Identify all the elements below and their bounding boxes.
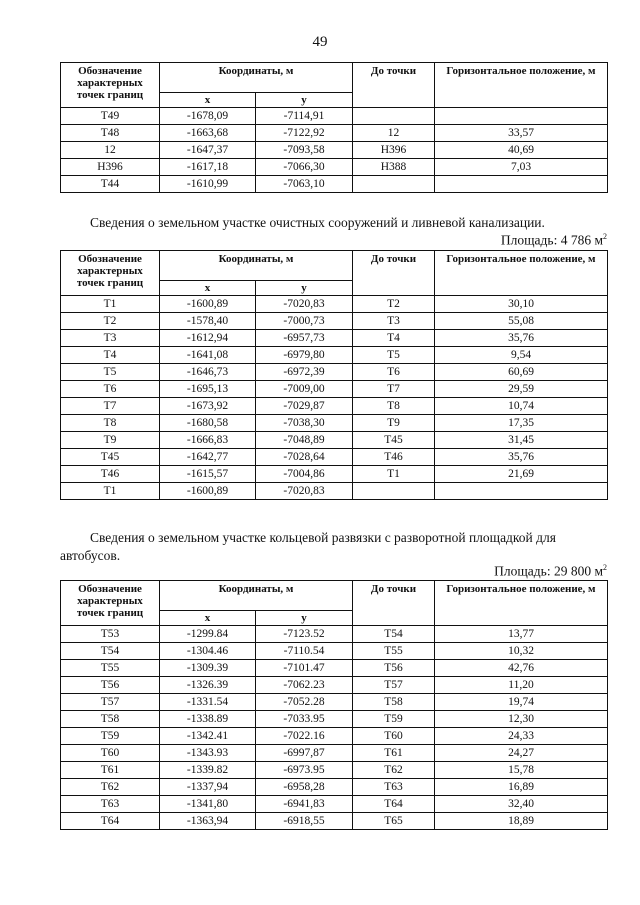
header-coordinates: Координаты, м	[160, 581, 353, 611]
cell-y: -7052.28	[256, 694, 353, 711]
header-y: y	[256, 611, 353, 626]
header-coordinates: Координаты, м	[160, 63, 353, 93]
cell-point: Т57	[61, 694, 160, 711]
cell-point: Т46	[61, 466, 160, 483]
cell-to-point: Н396	[353, 142, 435, 159]
cell-point: Т45	[61, 449, 160, 466]
cell-x: -1612,94	[160, 330, 256, 347]
cell-to-point	[353, 483, 435, 500]
table-row	[61, 466, 608, 483]
cell-point: Т3	[61, 330, 160, 347]
cell-to-point: Т62	[353, 762, 435, 779]
cell-x: -1666,83	[160, 432, 256, 449]
cell-x: -1615,57	[160, 466, 256, 483]
cell-point: Т7	[61, 398, 160, 415]
cell-to-point: Т55	[353, 643, 435, 660]
header-horizontal: Горизонтальное положение, м	[435, 251, 608, 296]
cell-point: Т64	[61, 813, 160, 830]
cell-y: -6918,55	[256, 813, 353, 830]
cell-y: -7000,73	[256, 313, 353, 330]
cell-x: -1363,94	[160, 813, 256, 830]
cell-x: -1617,18	[160, 159, 256, 176]
cell-x: -1331.54	[160, 694, 256, 711]
cell-y: -7093,58	[256, 142, 353, 159]
table-row	[61, 415, 608, 432]
cell-to-point: Т9	[353, 415, 435, 432]
cell-point: Т63	[61, 796, 160, 813]
header-designation: Обозначение характерных точек границ	[61, 63, 160, 108]
cell-distance: 10,74	[435, 398, 608, 415]
table-row	[61, 296, 608, 313]
cell-y: -7066,30	[256, 159, 353, 176]
cell-y: -6957,73	[256, 330, 353, 347]
cell-y: -7009,00	[256, 381, 353, 398]
cell-to-point: Т3	[353, 313, 435, 330]
cell-y: -6997,87	[256, 745, 353, 762]
header-x: x	[160, 281, 256, 296]
cell-to-point: Т58	[353, 694, 435, 711]
cell-distance: 40,69	[435, 142, 608, 159]
cell-y: -7123.52	[256, 626, 353, 643]
header-coordinates: Координаты, м	[160, 251, 353, 281]
cell-to-point: Т60	[353, 728, 435, 745]
cell-to-point: 12	[353, 125, 435, 142]
cell-point: Т1	[61, 483, 160, 500]
cell-point: Т8	[61, 415, 160, 432]
cell-point: Т1	[61, 296, 160, 313]
cell-point: Т4	[61, 347, 160, 364]
cell-y: -7020,83	[256, 296, 353, 313]
cell-point: 12	[61, 142, 160, 159]
cell-y: -7004,86	[256, 466, 353, 483]
cell-point: Т49	[61, 108, 160, 125]
cell-to-point: Т45	[353, 432, 435, 449]
cell-distance: 9,54	[435, 347, 608, 364]
table-row	[61, 347, 608, 364]
table-row	[61, 762, 608, 779]
cell-to-point: Т4	[353, 330, 435, 347]
cell-y: -7122,92	[256, 125, 353, 142]
coordinates-table-3	[60, 580, 608, 830]
table-row	[61, 626, 608, 643]
cell-distance: 29,59	[435, 381, 608, 398]
table-row	[61, 176, 608, 193]
table-row	[61, 813, 608, 830]
cell-y: -6972,39	[256, 364, 353, 381]
cell-x: -1600,89	[160, 296, 256, 313]
table-row	[61, 381, 608, 398]
cell-x: -1642,77	[160, 449, 256, 466]
header-x: x	[160, 611, 256, 626]
cell-point: Т62	[61, 779, 160, 796]
cell-point: Т6	[61, 381, 160, 398]
header-y: y	[256, 93, 353, 108]
coordinates-table-2	[60, 250, 608, 500]
header-to-point: До точки	[353, 63, 435, 108]
header-horizontal: Горизонтальное положение, м	[435, 581, 608, 626]
cell-x: -1338.89	[160, 711, 256, 728]
cell-x: -1578,40	[160, 313, 256, 330]
cell-y: -6941,83	[256, 796, 353, 813]
cell-x: -1337,94	[160, 779, 256, 796]
cell-to-point: Т7	[353, 381, 435, 398]
cell-to-point: Т63	[353, 779, 435, 796]
table-row	[61, 159, 608, 176]
cell-x: -1299.84	[160, 626, 256, 643]
table-row	[61, 643, 608, 660]
cell-point: Т48	[61, 125, 160, 142]
table-row	[61, 432, 608, 449]
cell-distance: 21,69	[435, 466, 608, 483]
table-row	[61, 449, 608, 466]
cell-distance	[435, 176, 608, 193]
cell-to-point: Т1	[353, 466, 435, 483]
header-to-point: До точки	[353, 251, 435, 296]
cell-distance: 7,03	[435, 159, 608, 176]
cell-y: -7048,89	[256, 432, 353, 449]
table-row	[61, 108, 608, 125]
coordinates-table-1	[60, 62, 608, 193]
cell-to-point: Т64	[353, 796, 435, 813]
cell-x: -1678,09	[160, 108, 256, 125]
section-3-area: Площадь: 29 800 $м^2$	[494, 563, 607, 579]
cell-point: Т59	[61, 728, 160, 745]
table-row	[61, 364, 608, 381]
cell-distance: 10,32	[435, 643, 608, 660]
section-2-area: Площадь: 4 786 $м^2$	[500, 232, 607, 248]
cell-y: -6958,28	[256, 779, 353, 796]
cell-y: -6979,80	[256, 347, 353, 364]
cell-x: -1341,80	[160, 796, 256, 813]
cell-to-point	[353, 108, 435, 125]
table-row	[61, 125, 608, 142]
cell-distance: 11,20	[435, 677, 608, 694]
table-row	[61, 398, 608, 415]
table-row	[61, 142, 608, 159]
cell-y: -7020,83	[256, 483, 353, 500]
section-3-caption: Сведения о земельном участке кольцевой развязки с разворотной площадкой для автобусов.	[60, 530, 556, 563]
cell-point: Т55	[61, 660, 160, 677]
header-to-point: До точки	[353, 581, 435, 626]
cell-point: Т60	[61, 745, 160, 762]
cell-distance: 15,78	[435, 762, 608, 779]
cell-distance: 32,40	[435, 796, 608, 813]
cell-distance: 16,89	[435, 779, 608, 796]
cell-point: Н396	[61, 159, 160, 176]
cell-distance: 18,89	[435, 813, 608, 830]
cell-x: -1326.39	[160, 677, 256, 694]
table-row	[61, 330, 608, 347]
header-y: y	[256, 281, 353, 296]
cell-x: -1673,92	[160, 398, 256, 415]
cell-y: -7028,64	[256, 449, 353, 466]
cell-y: -7062.23	[256, 677, 353, 694]
cell-y: -7038,30	[256, 415, 353, 432]
cell-x: -1342.41	[160, 728, 256, 745]
cell-to-point: Т2	[353, 296, 435, 313]
cell-to-point: Т61	[353, 745, 435, 762]
cell-y: -7114,91	[256, 108, 353, 125]
cell-distance: 35,76	[435, 330, 608, 347]
section-2-caption: Сведения о земельном участке очистных сооружений и ливневой канализации.	[90, 215, 545, 230]
cell-distance: 17,35	[435, 415, 608, 432]
cell-x: -1680,58	[160, 415, 256, 432]
table-row	[61, 728, 608, 745]
cell-x: -1339.82	[160, 762, 256, 779]
cell-point: Т5	[61, 364, 160, 381]
table-row	[61, 711, 608, 728]
cell-to-point: Т6	[353, 364, 435, 381]
cell-point: Т56	[61, 677, 160, 694]
cell-distance: 42,76	[435, 660, 608, 677]
header-x: x	[160, 93, 256, 108]
cell-distance: 24,27	[435, 745, 608, 762]
cell-x: -1695,13	[160, 381, 256, 398]
cell-distance: 60,69	[435, 364, 608, 381]
cell-to-point: Т57	[353, 677, 435, 694]
cell-distance: 12,30	[435, 711, 608, 728]
cell-to-point: Н388	[353, 159, 435, 176]
cell-x: -1610,99	[160, 176, 256, 193]
cell-to-point: Т59	[353, 711, 435, 728]
cell-y: -7033.95	[256, 711, 353, 728]
cell-x: -1646,73	[160, 364, 256, 381]
cell-y: -7110.54	[256, 643, 353, 660]
cell-x: -1663,68	[160, 125, 256, 142]
cell-to-point: Т5	[353, 347, 435, 364]
cell-y: -6973.95	[256, 762, 353, 779]
cell-to-point: Т54	[353, 626, 435, 643]
cell-point: Т44	[61, 176, 160, 193]
cell-y: -7029,87	[256, 398, 353, 415]
cell-x: -1600,89	[160, 483, 256, 500]
cell-y: -7063,10	[256, 176, 353, 193]
cell-x: -1647,37	[160, 142, 256, 159]
table-row	[61, 694, 608, 711]
header-designation: Обозначение характерных точек границ	[61, 251, 160, 296]
cell-distance: 13,77	[435, 626, 608, 643]
cell-to-point: Т65	[353, 813, 435, 830]
header-designation: Обозначение характерных точек границ	[61, 581, 160, 626]
cell-distance: 31,45	[435, 432, 608, 449]
cell-to-point: Т56	[353, 660, 435, 677]
cell-x: -1343.93	[160, 745, 256, 762]
table-row	[61, 483, 608, 500]
cell-distance	[435, 483, 608, 500]
cell-x: -1304.46	[160, 643, 256, 660]
cell-point: Т58	[61, 711, 160, 728]
cell-point: Т9	[61, 432, 160, 449]
cell-distance: 33,57	[435, 125, 608, 142]
header-horizontal: Горизонтальное положение, м	[435, 63, 608, 108]
cell-point: Т61	[61, 762, 160, 779]
table-row	[61, 313, 608, 330]
cell-x: -1641,08	[160, 347, 256, 364]
cell-distance: 30,10	[435, 296, 608, 313]
cell-point: Т53	[61, 626, 160, 643]
table-row	[61, 779, 608, 796]
cell-distance: 19,74	[435, 694, 608, 711]
cell-distance: 55,08	[435, 313, 608, 330]
cell-point: Т2	[61, 313, 160, 330]
cell-x: -1309.39	[160, 660, 256, 677]
cell-point: Т54	[61, 643, 160, 660]
cell-distance: 35,76	[435, 449, 608, 466]
table-row	[61, 796, 608, 813]
cell-y: -7101.47	[256, 660, 353, 677]
cell-to-point	[353, 176, 435, 193]
table-row	[61, 677, 608, 694]
cell-to-point: Т8	[353, 398, 435, 415]
table-row	[61, 745, 608, 762]
page-number: 49	[312, 34, 328, 50]
cell-to-point: Т46	[353, 449, 435, 466]
cell-distance: 24,33	[435, 728, 608, 745]
cell-distance	[435, 108, 608, 125]
table-row	[61, 660, 608, 677]
cell-y: -7022.16	[256, 728, 353, 745]
